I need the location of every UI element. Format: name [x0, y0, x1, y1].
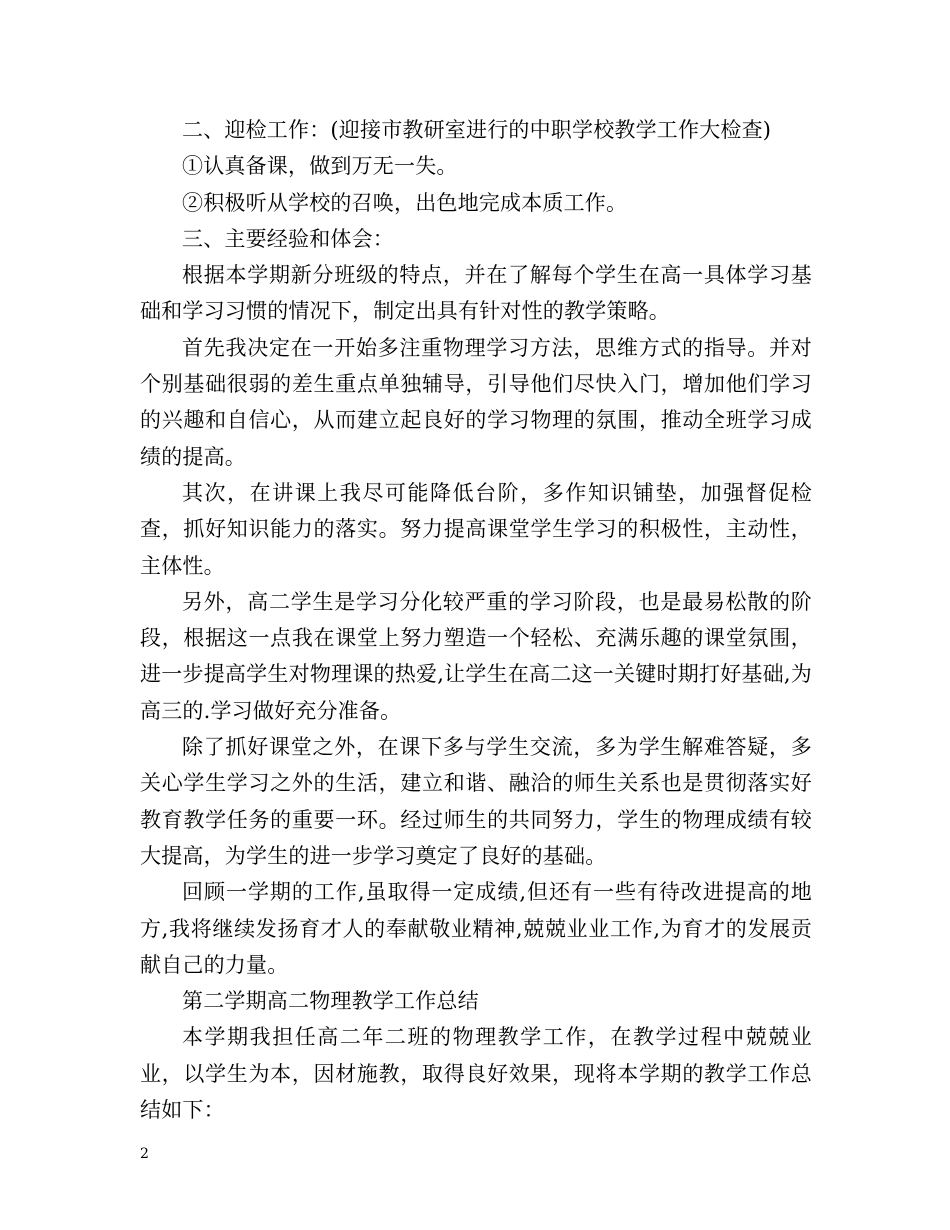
paragraph-inspection-heading: 二、迎检工作：(迎接市教研室进行的中职学校教学工作大检查): [182, 118, 772, 142]
paragraph-second: 其次，在讲课上我尽可能降低台阶，多作知识铺垫，加强督促检查，抓好知识能力的落实。努力提高课堂学生学习的积极性，主动性，主体性。: [140, 480, 812, 578]
paragraph-item-1: ①认真备课，做到万无一失。: [182, 154, 458, 179]
paragraph-experience-heading: 三、主要经验和体会：: [182, 226, 394, 251]
page-number: 2: [140, 1146, 149, 1162]
document-body: [140, 112, 812, 1128]
paragraph-item-2: ②积极听从学校的召唤，出色地完成本质工作。: [182, 190, 628, 215]
paragraph-intro: 本学期我担任高二年二班的物理教学工作，在教学过程中兢兢业业，以学生为本，因材施教，取得良好效果，现将本学期的教学工作总结如下：: [140, 1025, 812, 1123]
paragraph-strategy: 根据本学期新分班级的特点，并在了解每个学生在高一具体学习基础和学习习惯的情况下，制定出具有针对性的教学策略。: [140, 263, 812, 324]
paragraph-first: 首先我决定在一开始多注重物理学习方法，思维方式的指导。并对个别基础很弱的差生重点单独辅导，引导他们尽快入门，增加他们学习的兴趣和自信心，从而建立起良好的学习物理的氛围，推动全班学习成绩的提高。: [140, 335, 812, 469]
paragraph-besides-class: 除了抓好课堂之外，在课下多与学生交流，多为学生解难答疑，多关心学生学习之外的生活，建立和谐、融洽的师生关系也是贯彻落实好教育教学任务的重要一环。经过师生的共同努力，学生的物理成绩有较大提高，为学生的进一步学习奠定了良好的基础。: [140, 735, 812, 868]
paragraph-section-title: 第二学期高二物理教学工作总结: [182, 989, 479, 1014]
paragraph-review: 回顾一学期的工作,虽取得一定成绩,但还有一些有待改进提高的地方,我将继续发扬育才人的奉献敬业精神,兢兢业业工作,为育才的发展贡献自己的力量。: [140, 880, 812, 977]
paragraph-additionally: 另外，高二学生是学习分化较严重的学习阶段，也是最易松散的阶段，根据这一点我在课堂上努力塑造一个轻松、充满乐趣的课堂氛围，进一步提高学生对物理课的热爱,让学生在高二这一关键时期打好基础,为高三的.学习做好充分准备。: [140, 589, 812, 723]
